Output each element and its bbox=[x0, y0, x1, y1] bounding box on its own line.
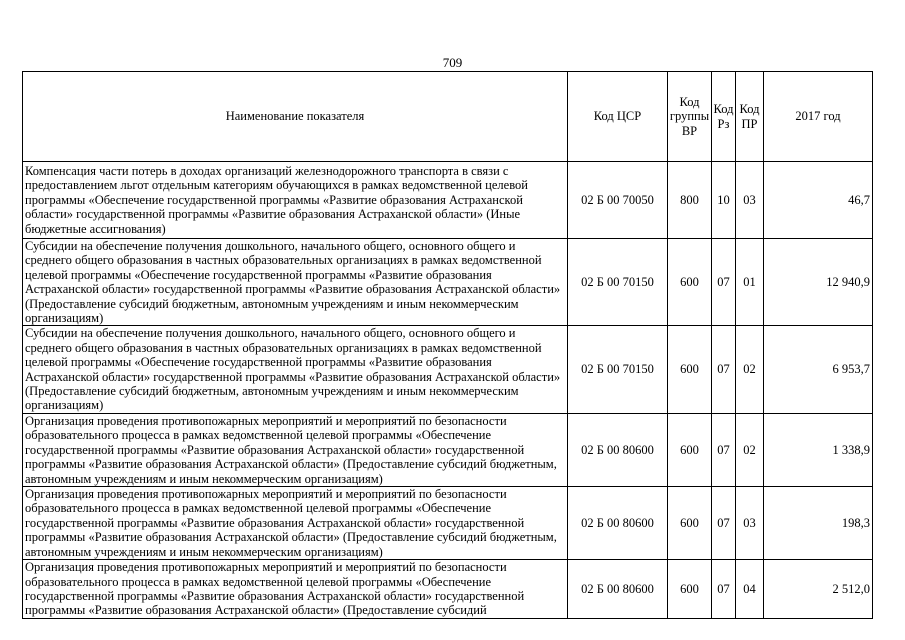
row-vr: 600 bbox=[668, 239, 712, 326]
row-pr: 02 bbox=[736, 413, 764, 486]
row-rz: 07 bbox=[712, 559, 736, 618]
row-name: Компенсация части потерь в доходах организаций железнодорожного транспорта в связи с предоставлением льгот отдельным категориям обучающихся в рамках ведомственной целевой программы «Обеспечение государственной программы «Развитие образования Астраханской области» государственной программы «Развитие образования Астраханской области» (Иные бюджетные ассигнования) bbox=[23, 162, 568, 239]
row-csr: 02 Б 00 80600 bbox=[568, 413, 668, 486]
row-amount: 198,3 bbox=[764, 486, 873, 559]
row-pr: 03 bbox=[736, 162, 764, 239]
row-amount: 6 953,7 bbox=[764, 326, 873, 413]
table-row bbox=[23, 486, 873, 559]
row-rz: 07 bbox=[712, 326, 736, 413]
row-amount: 2 512,0 bbox=[764, 559, 873, 618]
header-vr: Код группы ВР bbox=[668, 72, 712, 162]
header-rz: Код Рз bbox=[712, 72, 736, 162]
table-row bbox=[23, 162, 873, 239]
row-pr: 01 bbox=[736, 239, 764, 326]
header-name: Наименование показателя bbox=[23, 72, 568, 162]
row-name: Организация проведения противопожарных мероприятий и мероприятий по безопасности образовательного процесса в рамках ведомственной целевой программы «Обеспечение государственной программы «Развитие образования Астраханской области» государственной программы «Развитие образования Астраханской области» (Предоставление субсидий бюджетным, автономным учреждениям и иным некоммерческим организациям) bbox=[23, 413, 568, 486]
table-row bbox=[23, 413, 873, 486]
table-row bbox=[23, 559, 873, 618]
header-pr: Код ПР bbox=[736, 72, 764, 162]
row-name: Субсидии на обеспечение получения дошкольного, начального общего, основного общего и среднего общего образования в частных образовательных организациях в рамках ведомственной целевой программы «Обеспечение государственной программы «Развитие образования Астраханской области» государственной программы «Развитие образования Астраханской области» (Предоставление субсидий бюджетным, автономным учреждениям и иным некоммерческим организациям) bbox=[23, 326, 568, 413]
row-rz: 07 bbox=[712, 486, 736, 559]
table-row bbox=[23, 326, 873, 413]
row-csr: 02 Б 00 70150 bbox=[568, 326, 668, 413]
row-pr: 02 bbox=[736, 326, 764, 413]
page-number: 709 bbox=[442, 55, 463, 70]
row-csr: 02 Б 00 70050 bbox=[568, 162, 668, 239]
row-rz: 07 bbox=[712, 413, 736, 486]
row-pr: 04 bbox=[736, 559, 764, 618]
row-csr: 02 Б 00 80600 bbox=[568, 559, 668, 618]
header-csr: Код ЦСР bbox=[568, 72, 668, 162]
row-vr: 600 bbox=[668, 413, 712, 486]
row-pr: 03 bbox=[736, 486, 764, 559]
row-rz: 10 bbox=[712, 162, 736, 239]
row-name: Организация проведения противопожарных мероприятий и мероприятий по безопасности образовательного процесса в рамках ведомственной целевой программы «Обеспечение государственной программы «Развитие образования Астраханской области» государственной программы «Развитие образования Астраханской области» (Предоставление субсидий bbox=[23, 559, 568, 618]
row-vr: 800 bbox=[668, 162, 712, 239]
row-name: Организация проведения противопожарных мероприятий и мероприятий по безопасности образовательного процесса в рамках ведомственной целевой программы «Обеспечение государственной программы «Развитие образования Астраханской области» государственной программы «Развитие образования Астраханской области» (Предоставление субсидий бюджетным, автономным учреждениям и иным некоммерческим организациям) bbox=[23, 486, 568, 559]
row-amount: 12 940,9 bbox=[764, 239, 873, 326]
header-year: 2017 год bbox=[764, 72, 873, 162]
table-row bbox=[23, 239, 873, 326]
row-rz: 07 bbox=[712, 239, 736, 326]
row-vr: 600 bbox=[668, 326, 712, 413]
row-vr: 600 bbox=[668, 559, 712, 618]
row-csr: 02 Б 00 70150 bbox=[568, 239, 668, 326]
row-csr: 02 Б 00 80600 bbox=[568, 486, 668, 559]
table-header-row bbox=[23, 72, 873, 162]
row-vr: 600 bbox=[668, 486, 712, 559]
budget-table bbox=[22, 71, 873, 619]
row-name: Субсидии на обеспечение получения дошкольного, начального общего, основного общего и среднего общего образования в частных образовательных организациях в рамках ведомственной целевой программы «Обеспечение государственной программы «Развитие образования Астраханской области» государственной программы «Развитие образования Астраханской области» (Предоставление субсидий бюджетным, автономным учреждениям и иным некоммерческим организациям) bbox=[23, 239, 568, 326]
row-amount: 1 338,9 bbox=[764, 413, 873, 486]
row-amount: 46,7 bbox=[764, 162, 873, 239]
